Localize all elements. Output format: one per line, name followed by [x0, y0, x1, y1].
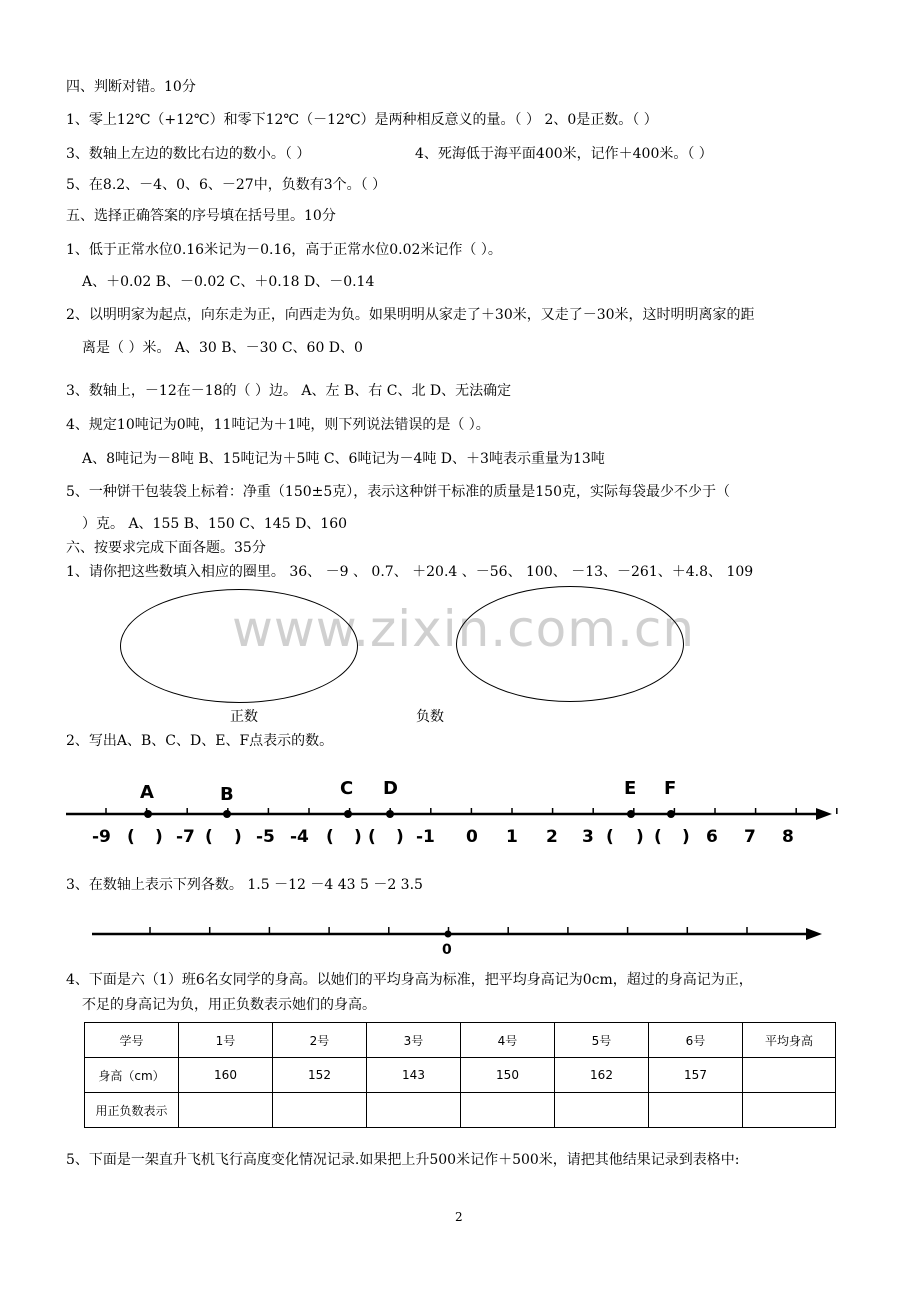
s5-question-1-options: A、＋0.02 B、－0.02 C、＋0.18 D、－0.14	[82, 274, 375, 290]
point-E	[627, 810, 635, 818]
header-cell: 平均身高	[743, 1023, 836, 1058]
page-number: 2	[455, 1210, 463, 1224]
s6-question-4a: 4、下面是六（1）班6名女同学的身高。以她们的平均身高为标准，把平均身高记为0cm，超过的身高记为正，	[66, 972, 753, 988]
axis-label: )	[354, 827, 362, 847]
positive-label: 正数	[230, 709, 258, 725]
s5-question-2b: 离是（ ）米。 A、30 B、－30 C、60 D、0	[82, 340, 363, 356]
s6-question-3: 3、在数轴上表示下列各数。 1.5 －12 －4 43 5 －2 3.5	[66, 877, 423, 893]
header-cell: 6号	[649, 1023, 743, 1058]
axis-label: 8	[782, 827, 794, 847]
s4-question-4: 4、死海低于海平面400米，记作＋400米。（ ）	[415, 146, 713, 162]
axis-label: 7	[744, 827, 756, 847]
axis-label: (	[326, 827, 334, 847]
axis-label: (	[368, 827, 376, 847]
table-cell: 143	[367, 1058, 461, 1093]
s6-question-2: 2、写出A、B、C、D、E、F点表示的数。	[66, 733, 334, 749]
point-label-B: B	[220, 784, 234, 805]
table-cell: 152	[273, 1058, 367, 1093]
s4-question-5: 5、在8.2、－4、0、6、－27中，负数有3个。（ ）	[66, 177, 387, 193]
section-4-title: 四、判断对错。10分	[66, 79, 196, 95]
axis-label: (	[127, 827, 135, 847]
axis-label: )	[636, 827, 644, 847]
s5-question-1: 1、低于正常水位0.16米记为－0.16，高于正常水位0.02米记作（ ）。	[66, 242, 502, 258]
section-5-title: 五、选择正确答案的序号填在括号里。10分	[66, 208, 336, 224]
zero-point	[445, 931, 452, 938]
axis-label: 2	[546, 827, 558, 847]
point-label-E: E	[624, 778, 637, 799]
s5-question-4: 4、规定10吨记为0吨，11吨记为＋1吨，则下列说法错误的是（ ）。	[66, 417, 490, 433]
table-cell[interactable]	[649, 1093, 743, 1128]
number-line-1	[0, 770, 920, 860]
s6-question-5: 5、下面是一架直升飞机飞行高度变化情况记录.如果把上升500米记作＋500米，请把其他结果记录到表格中:	[66, 1152, 740, 1168]
header-cell: 1号	[179, 1023, 273, 1058]
table-cell[interactable]	[179, 1093, 273, 1128]
axis-label: )	[396, 827, 404, 847]
axis-label: 3	[582, 827, 594, 847]
table-row	[85, 1058, 836, 1093]
axis-label: -7	[176, 827, 195, 847]
point-C	[344, 810, 352, 818]
axis-label: (	[606, 827, 614, 847]
table-cell[interactable]	[743, 1093, 836, 1128]
point-A	[144, 810, 152, 818]
section-6-title: 六、按要求完成下面各题。35分	[66, 540, 266, 556]
s4-question-1-2: 1、零上12℃（+12℃）和零下12℃（－12℃）是两种相反意义的量。（ ） 2、0是正数。（ ）	[66, 112, 658, 128]
table-cell: 157	[649, 1058, 743, 1093]
point-B	[223, 810, 231, 818]
header-cell: 2号	[273, 1023, 367, 1058]
header-cell: 3号	[367, 1023, 461, 1058]
point-D	[386, 810, 394, 818]
s6-question-4b: 不足的身高记为负，用正负数表示她们的身高。	[82, 997, 376, 1013]
arrow-head-icon	[816, 808, 832, 820]
table-cell[interactable]	[743, 1058, 836, 1093]
axis-label: (	[205, 827, 213, 847]
table-cell: 150	[461, 1058, 555, 1093]
header-cell: 5号	[555, 1023, 649, 1058]
axis-label: -5	[256, 827, 275, 847]
s5-question-3: 3、数轴上，－12在－18的（ ）边。 A、左 B、右 C、北 D、无法确定	[66, 383, 512, 399]
axis-label: )	[234, 827, 242, 847]
point-F	[667, 810, 675, 818]
row-label: 用正负数表示	[85, 1093, 179, 1128]
header-cell: 4号	[461, 1023, 555, 1058]
height-table	[84, 1022, 836, 1128]
table-cell[interactable]	[367, 1093, 461, 1128]
axis-label: 6	[706, 827, 718, 847]
header-cell: 学号	[85, 1023, 179, 1058]
s6-question-1: 1、请你把这些数填入相应的圈里。 36、 －9 、 0.7、 ＋20.4 、－56、 100、 －13、－261、＋4.8、 109	[66, 564, 754, 580]
axis-label: 0	[466, 827, 478, 847]
zero-label: 0	[442, 942, 452, 958]
positive-number-circle	[120, 589, 358, 703]
table-cell: 160	[179, 1058, 273, 1093]
table-cell[interactable]	[461, 1093, 555, 1128]
axis-label: 1	[506, 827, 518, 847]
point-label-A: A	[140, 782, 154, 803]
s5-question-4-options: A、8吨记为－8吨 B、15吨记为＋5吨 C、6吨记为－4吨 D、＋3吨表示重量为13吨	[82, 451, 605, 467]
negative-label: 负数	[416, 709, 444, 725]
axis-label: )	[155, 827, 163, 847]
table-cell[interactable]	[273, 1093, 367, 1128]
row-label: 身高（cm）	[85, 1058, 179, 1093]
s5-question-5b: ）克。 A、155 B、150 C、145 D、160	[82, 516, 348, 532]
point-label-D: D	[383, 778, 398, 799]
watermark: www.zixin.com.cn	[232, 600, 696, 658]
s5-question-5a: 5、一种饼干包装袋上标着：净重（150±5克），表示这种饼干标准的质量是150克，实际每袋最少不少于（	[66, 484, 730, 500]
point-label-C: C	[340, 778, 354, 799]
number-line-2	[0, 908, 920, 962]
axis-label: -4	[290, 827, 309, 847]
table-header-row	[85, 1023, 836, 1058]
negative-number-circle	[456, 586, 684, 702]
axis-label: (	[654, 827, 662, 847]
axis-label: -9	[92, 827, 111, 847]
s5-question-2a: 2、以明明家为起点，向东走为正，向西走为负。如果明明从家走了＋30米，又走了－30米，这时明明离家的距	[66, 307, 755, 323]
table-cell: 162	[555, 1058, 649, 1093]
axis-labels	[92, 827, 794, 847]
axis-label: )	[682, 827, 690, 847]
point-labels	[140, 778, 676, 805]
table-cell[interactable]	[555, 1093, 649, 1128]
s4-question-3: 3、数轴上左边的数比右边的数小。（ ）	[66, 146, 311, 162]
axis-label: -1	[416, 827, 435, 847]
table-row	[85, 1093, 836, 1128]
point-label-F: F	[664, 778, 677, 799]
arrow-head-icon	[806, 928, 822, 940]
